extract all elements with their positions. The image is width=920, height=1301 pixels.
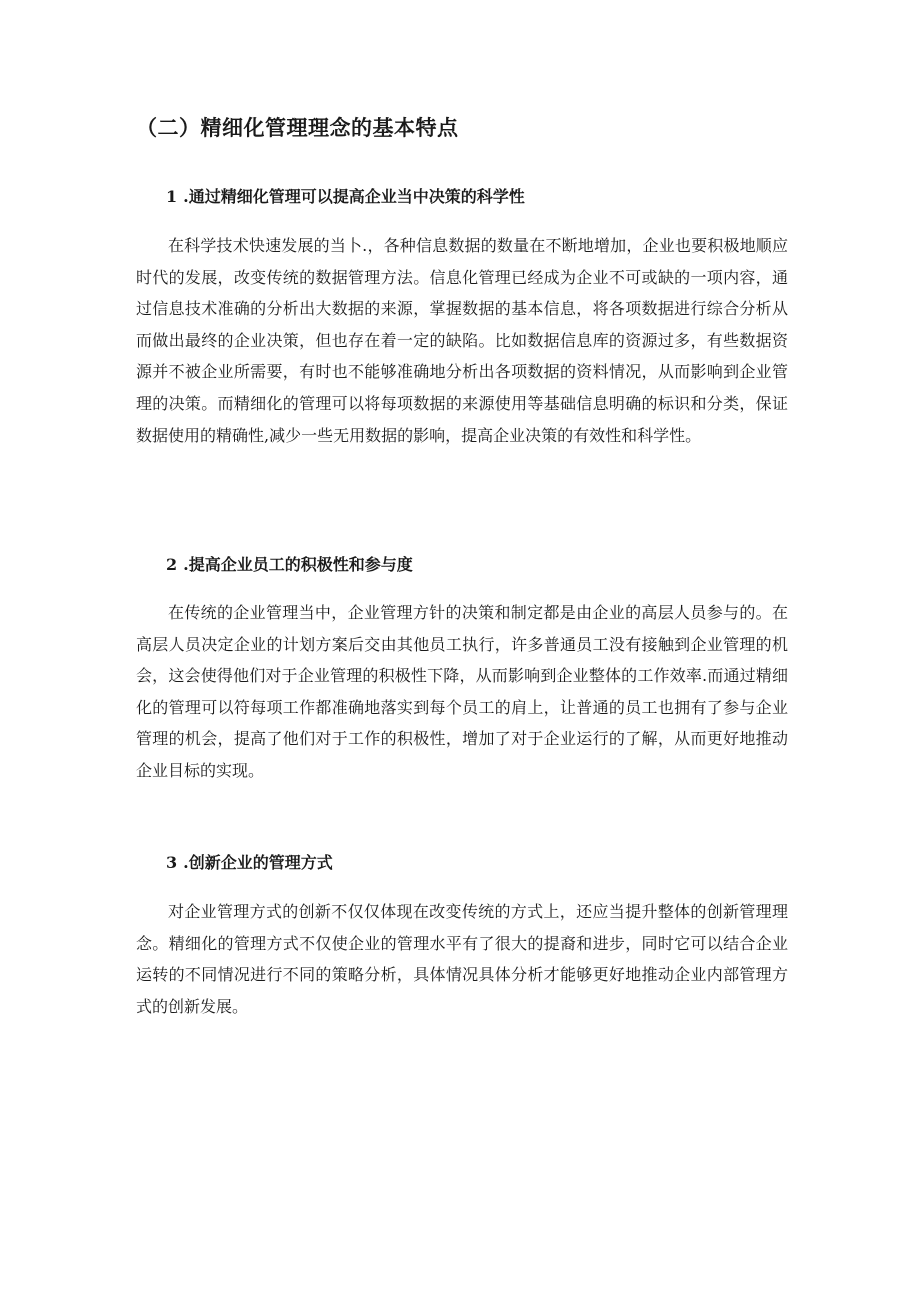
subsection-1-number: 1: [166, 187, 178, 206]
subsection-3-number: 3: [166, 853, 178, 872]
subsection-2-number: 2: [166, 555, 178, 574]
subsection-1-title: [166, 184, 525, 207]
subsection-3-title-text: .创新企业的管理方式: [183, 853, 333, 872]
subsection-2-body: 在传统的企业管理当中，企业管理方针的决策和制定都是由企业的高层人员参与的。在高层人员决定企业的计划方案后交由其他员工执行，许多普通员工没有接触到企业管理的机会，这会使得他们对于企业管理的积极性下降，从而影响到企业整体的工作效率.而通过精细化的管理可以符每项工作都准确地落实到每个员工的肩上，让普通的员工也拥有了参与企业管理的机会，提高了他们对于工作的积极性，增加了对于企业运行的了解，从而更好地推动企业目标的实现。: [136, 603, 788, 780]
subsection-3-body: 对企业管理方式的创新不仅仅体现在改变传统的方式上，还应当提升整体的创新管理理念。精细化的管理方式不仅使企业的管理水平有了很大的提裔和进步，同时它可以结合企业运转的不同情况进行不同的策略分析，具体情况具体分析才能够更好地推动企业内部管理方式的创新发展。: [136, 902, 788, 1016]
subsection-1-title-text: .通过精细化管理可以提高企业当中决策的科学性: [183, 187, 525, 206]
subsection-1-body: 在科学技术快速发展的当卜.，各种信息数据的数量在不断地增加，企业也要积极地顺应时代的发展，改变传统的数据管理方法。信息化管理已经成为企业不可或缺的一项内容，通过信息技术准确的分析出大数据的来源，掌握数据的基本信息，将各项数据进行综合分析从而做出最终的企业决策，但也存在着一定的缺陷。比如数据信息库的资源过多，有些数据资源并不被企业所需要，有时也不能够准确地分析出各项数据的资料情况，从而影响到企业管理的决策。而精细化的管理可以将每项数据的来源使用等基础信息明确的标识和分类，保证数据使用的精确性,减少一些无用数据的影响，提高企业决策的有效性和科学性。: [136, 236, 788, 445]
subsection-2-title-text: .提高企业员工的积极性和参与度: [183, 555, 413, 574]
section-heading: （二）精细化管理理念的基本特点: [136, 116, 459, 140]
subsection-3-title: [166, 850, 333, 873]
subsection-2-title: [166, 552, 413, 575]
